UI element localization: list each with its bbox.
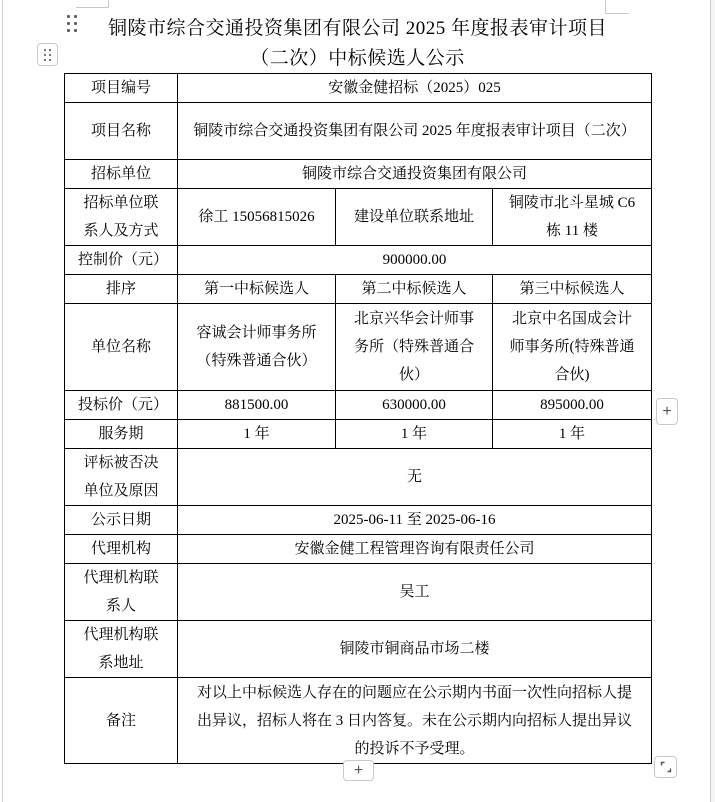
page-left-edge bbox=[2, 0, 3, 802]
cell-project-number[interactable]: 安徽金健招标（2025）025 bbox=[178, 74, 652, 103]
cell-rank-2[interactable]: 第二中标候选人 bbox=[336, 275, 493, 304]
table-row bbox=[65, 304, 652, 391]
cell-rejected-bidders[interactable]: 无 bbox=[178, 449, 652, 506]
table-row bbox=[65, 160, 652, 189]
cell-control-price[interactable]: 900000.00 bbox=[178, 246, 652, 275]
bid-announcement-table[interactable] bbox=[64, 73, 652, 764]
add-column-button[interactable]: + bbox=[656, 398, 678, 425]
cell-bid-price-2[interactable]: 630000.00 bbox=[336, 391, 493, 420]
row-label[interactable]: 招标单位联系人及方式 bbox=[65, 189, 178, 246]
cell-project-name[interactable]: 铜陵市综合交通投资集团有限公司 2025 年度报表审计项目（二次） bbox=[178, 103, 652, 160]
title-line-1: 铜陵市综合交通投资集团有限公司 2025 年度报表审计项目 bbox=[107, 18, 607, 39]
table-row bbox=[65, 275, 652, 304]
cell-candidate-3-name[interactable]: 北京中名国成会计师事务所(特殊普通合伙) bbox=[493, 304, 652, 391]
cell-tendering-unit[interactable]: 铜陵市综合交通投资集团有限公司 bbox=[178, 160, 652, 189]
cell-rank-1[interactable]: 第一中标候选人 bbox=[178, 275, 336, 304]
page-title bbox=[0, 14, 715, 74]
page-right-margin bbox=[711, 0, 715, 802]
expand-icon bbox=[660, 761, 672, 773]
cell-bid-price-3[interactable]: 895000.00 bbox=[493, 391, 652, 420]
row-label[interactable]: 排序 bbox=[65, 275, 178, 304]
cell-service-term-3[interactable]: 1 年 bbox=[493, 420, 652, 449]
cell-candidate-1-name[interactable]: 容诚会计师事务所（特殊普通合伙） bbox=[178, 304, 336, 391]
cell-contact-address[interactable]: 铜陵市北斗星城 C6 栋 11 楼 bbox=[493, 189, 652, 246]
row-label[interactable]: 投标价（元） bbox=[65, 391, 178, 420]
row-label[interactable]: 评标被否决单位及原因 bbox=[65, 449, 178, 506]
row-label[interactable]: 备注 bbox=[65, 678, 178, 764]
row-label[interactable]: 代理机构联系地址 bbox=[65, 621, 178, 678]
title-line-2: （二次）中标候选人公示 bbox=[250, 48, 465, 69]
table-row bbox=[65, 420, 652, 449]
row-label[interactable]: 项目名称 bbox=[65, 103, 178, 160]
table-row bbox=[65, 103, 652, 160]
cell-rank-3[interactable]: 第三中标候选人 bbox=[493, 275, 652, 304]
table-row bbox=[65, 506, 652, 535]
table-row bbox=[65, 564, 652, 621]
table-row bbox=[65, 449, 652, 506]
cell-agency-address[interactable]: 铜陵市铜商品市场二楼 bbox=[178, 621, 652, 678]
cell-agency-name[interactable]: 安徽金健工程管理咨询有限责任公司 bbox=[178, 535, 652, 564]
table-row bbox=[65, 678, 652, 764]
cell-service-term-1[interactable]: 1 年 bbox=[178, 420, 336, 449]
table-row bbox=[65, 391, 652, 420]
cell-contact-person[interactable]: 徐工 15056815026 bbox=[178, 189, 336, 246]
expand-table-button[interactable] bbox=[654, 756, 677, 778]
table-row bbox=[65, 74, 652, 103]
row-label[interactable]: 服务期 bbox=[65, 420, 178, 449]
cell-remarks[interactable]: 对以上中标候选人存在的问题应在公示期内书面一次性向招标人提出异议，招标人将在 3 日内答复。未在公示期内向招标人提出异议的投诉不予受理。 bbox=[178, 678, 652, 764]
row-label[interactable]: 控制价（元） bbox=[65, 246, 178, 275]
page-right-edge bbox=[710, 0, 711, 802]
table-row bbox=[65, 621, 652, 678]
row-label[interactable]: 单位名称 bbox=[65, 304, 178, 391]
row-label[interactable]: 招标单位 bbox=[65, 160, 178, 189]
table-row bbox=[65, 535, 652, 564]
table-row bbox=[65, 189, 652, 246]
row-label[interactable]: 项目编号 bbox=[65, 74, 178, 103]
cell-agency-contact[interactable]: 吴工 bbox=[178, 564, 652, 621]
row-label[interactable]: 公示日期 bbox=[65, 506, 178, 535]
cell-publicity-period[interactable]: 2025-06-11 至 2025-06-16 bbox=[178, 506, 652, 535]
cell-contact-address-label[interactable]: 建设单位联系地址 bbox=[336, 189, 493, 246]
cell-candidate-2-name[interactable]: 北京兴华会计师事务所（特殊普通合伙） bbox=[336, 304, 493, 391]
cell-bid-price-1[interactable]: 881500.00 bbox=[178, 391, 336, 420]
cell-service-term-2[interactable]: 1 年 bbox=[336, 420, 493, 449]
row-label[interactable]: 代理机构联系人 bbox=[65, 564, 178, 621]
table-row bbox=[65, 246, 652, 275]
add-row-button[interactable]: + bbox=[343, 760, 374, 781]
row-label[interactable]: 代理机构 bbox=[65, 535, 178, 564]
